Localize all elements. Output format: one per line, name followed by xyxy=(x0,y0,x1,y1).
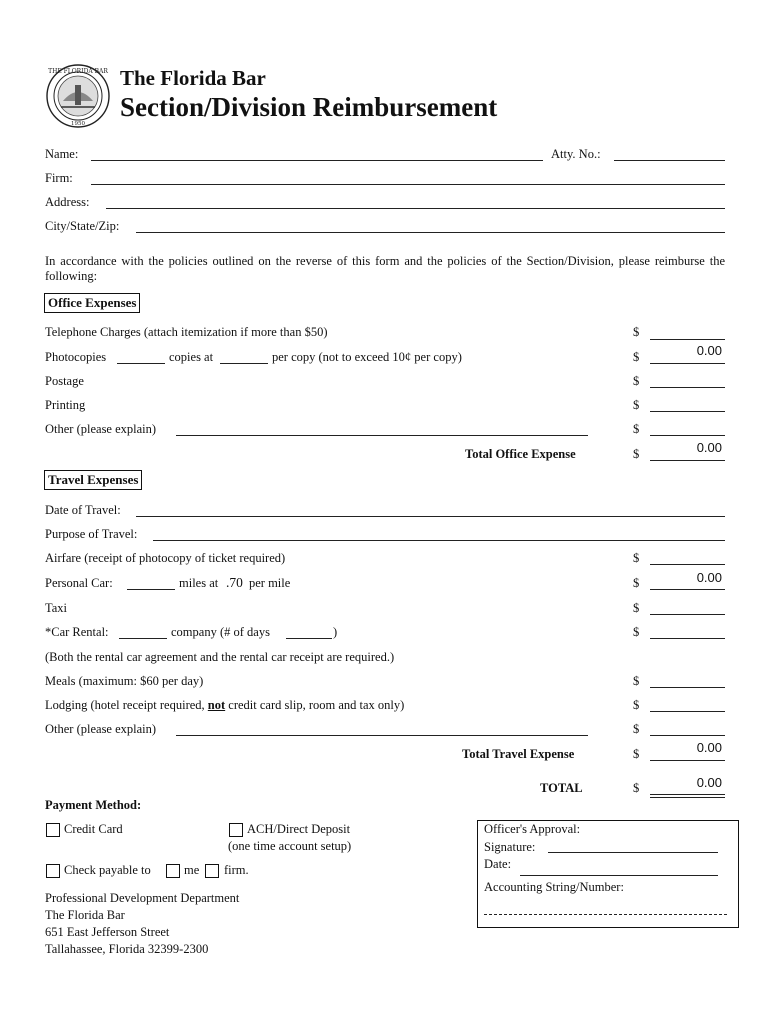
car-rental-close-paren: ) xyxy=(333,625,338,639)
currency-sign: $ xyxy=(633,576,640,590)
office-expenses-heading: Office Expenses xyxy=(44,293,140,313)
personal-car-amount-field[interactable] xyxy=(650,589,725,590)
miles-field[interactable] xyxy=(127,589,175,590)
currency-sign: $ xyxy=(633,398,640,412)
org-name: The Florida Bar xyxy=(120,66,266,90)
office-other-amount-field[interactable] xyxy=(650,435,725,436)
accounting-string-label: Accounting String/Number: xyxy=(484,880,624,894)
currency-sign: $ xyxy=(633,625,640,639)
lodging-label xyxy=(45,698,404,713)
car-rental-company-field[interactable] xyxy=(119,638,167,639)
payable-firm-label: firm. xyxy=(224,863,249,877)
firm-field[interactable] xyxy=(91,184,725,185)
signature-label: Signature: xyxy=(484,840,536,854)
credit-card-label: Credit Card xyxy=(64,822,123,836)
purpose-label: Purpose of Travel: xyxy=(45,527,138,541)
payable-me-checkbox[interactable] xyxy=(166,864,180,878)
currency-sign: $ xyxy=(633,747,640,761)
address-line: 651 East Jefferson Street xyxy=(45,925,170,939)
address-label: Address: xyxy=(45,195,90,209)
car-rental-days-label: company (# of days xyxy=(171,625,270,639)
intro-paragraph: In accordance with the policies outlined on the reverse of this form and the policies of the Section/Division, please reimburse the following: xyxy=(45,254,725,283)
photocopies-amount[interactable]: 0.00 xyxy=(696,343,722,358)
total-office-amount[interactable]: 0.00 xyxy=(696,440,722,455)
travel-other-explain-field[interactable] xyxy=(176,735,588,736)
personal-car-label: Personal Car: xyxy=(45,576,113,590)
currency-sign: $ xyxy=(633,350,640,364)
photocopies-rate-field[interactable] xyxy=(220,363,268,364)
currency-sign: $ xyxy=(633,698,640,712)
approval-date-field[interactable] xyxy=(520,875,718,876)
taxi-label: Taxi xyxy=(45,601,68,615)
currency-sign: $ xyxy=(633,422,640,436)
photocopies-label-2: copies at xyxy=(169,350,214,364)
photocopies-amount-field[interactable] xyxy=(650,363,725,364)
svg-text:THE FLORIDA BAR: THE FLORIDA BAR xyxy=(48,68,108,75)
ach-note: (one time account setup) xyxy=(228,839,352,853)
postage-amount-field[interactable] xyxy=(650,387,725,388)
currency-sign: $ xyxy=(633,447,640,461)
meals-label: Meals (maximum: $60 per day) xyxy=(45,674,204,688)
total-travel-label: Total Travel Expense xyxy=(462,747,575,761)
rental-note: (Both the rental car agreement and the rental car receipt are required.) xyxy=(45,650,395,664)
firm-label: Firm: xyxy=(45,171,73,185)
accounting-string-field[interactable] xyxy=(484,914,727,915)
photocopies-count-field[interactable] xyxy=(117,363,165,364)
grand-total-amount-field[interactable] xyxy=(650,794,725,795)
svg-text:1950: 1950 xyxy=(71,121,85,127)
telephone-label: Telephone Charges (attach itemization if more than $50) xyxy=(45,325,328,339)
airfare-amount-field[interactable] xyxy=(650,564,725,565)
grand-total-double-rule xyxy=(650,797,725,798)
postage-label: Postage xyxy=(45,374,84,388)
ach-checkbox[interactable] xyxy=(229,823,243,837)
address-field[interactable] xyxy=(106,208,725,209)
car-rental-label: *Car Rental: xyxy=(45,625,109,639)
personal-car-amount[interactable]: 0.00 xyxy=(696,570,722,585)
photocopies-label: Photocopies xyxy=(45,350,107,364)
currency-sign: $ xyxy=(633,674,640,688)
airfare-label: Airfare (receipt of photocopy of ticket required) xyxy=(45,551,286,565)
currency-sign: $ xyxy=(633,781,640,795)
atty-label: Atty. No.: xyxy=(551,147,601,161)
ach-label: ACH/Direct Deposit xyxy=(247,822,351,836)
office-other-label: Other (please explain) xyxy=(45,422,157,436)
travel-expenses-heading: Travel Expenses xyxy=(44,470,142,490)
total-office-amount-field[interactable] xyxy=(650,460,725,461)
payable-me-label: me xyxy=(184,863,200,877)
check-checkbox[interactable] xyxy=(46,864,60,878)
payment-method-heading: Payment Method: xyxy=(45,798,142,812)
lodging-label-a: Lodging (hotel receipt required, xyxy=(45,698,205,712)
address-line: The Florida Bar xyxy=(45,908,125,922)
city-state-zip-field[interactable] xyxy=(136,232,725,233)
currency-sign: $ xyxy=(633,374,640,388)
grand-total-label: TOTAL xyxy=(540,781,583,795)
lodging-amount-field[interactable] xyxy=(650,711,725,712)
travel-other-label: Other (please explain) xyxy=(45,722,157,736)
name-label: Name: xyxy=(45,147,79,161)
grand-total-amount[interactable]: 0.00 xyxy=(696,775,722,790)
travel-other-amount-field[interactable] xyxy=(650,735,725,736)
mileage-rate: .70 xyxy=(226,575,243,590)
miles-at-label: miles at xyxy=(179,576,219,590)
meals-amount-field[interactable] xyxy=(650,687,725,688)
currency-sign: $ xyxy=(633,551,640,565)
form-title: Section/Division Reimbursement xyxy=(120,92,498,122)
currency-sign: $ xyxy=(633,325,640,339)
currency-sign: $ xyxy=(633,601,640,615)
purpose-of-travel-field[interactable] xyxy=(153,540,725,541)
per-mile-label: per mile xyxy=(249,576,291,590)
office-other-explain-field[interactable] xyxy=(176,435,588,436)
officer-approval-label: Officer's Approval: xyxy=(484,822,581,836)
total-office-label: Total Office Expense xyxy=(465,447,576,461)
telephone-amount-field[interactable] xyxy=(650,339,725,340)
total-travel-amount-field[interactable] xyxy=(650,760,725,761)
approval-date-label: Date: xyxy=(484,857,512,871)
check-payable-label: Check payable to xyxy=(64,863,151,877)
atty-number-field[interactable] xyxy=(614,160,725,161)
printing-amount-field[interactable] xyxy=(650,411,725,412)
car-rental-days-field[interactable] xyxy=(286,638,332,639)
payable-firm-checkbox[interactable] xyxy=(205,864,219,878)
florida-bar-seal-logo xyxy=(45,63,111,129)
car-rental-amount-field[interactable] xyxy=(650,638,725,639)
date-of-travel-field[interactable] xyxy=(136,516,725,517)
total-travel-amount[interactable]: 0.00 xyxy=(696,740,722,755)
lodging-label-b: credit card slip, room and tax only) xyxy=(228,698,405,712)
taxi-amount-field[interactable] xyxy=(650,614,725,615)
date-of-travel-label: Date of Travel: xyxy=(45,503,121,517)
currency-sign: $ xyxy=(633,722,640,736)
credit-card-checkbox[interactable] xyxy=(46,823,60,837)
signature-field[interactable] xyxy=(548,852,718,853)
lodging-not-emphasis: not xyxy=(207,698,226,712)
city-label: City/State/Zip: xyxy=(45,219,120,233)
address-line: Professional Development Department xyxy=(45,891,240,905)
address-line: Tallahassee, Florida 32399-2300 xyxy=(45,942,209,956)
printing-label: Printing xyxy=(45,398,86,412)
photocopies-label-3: per copy (not to exceed 10¢ per copy) xyxy=(272,350,462,364)
name-field[interactable] xyxy=(91,160,543,161)
